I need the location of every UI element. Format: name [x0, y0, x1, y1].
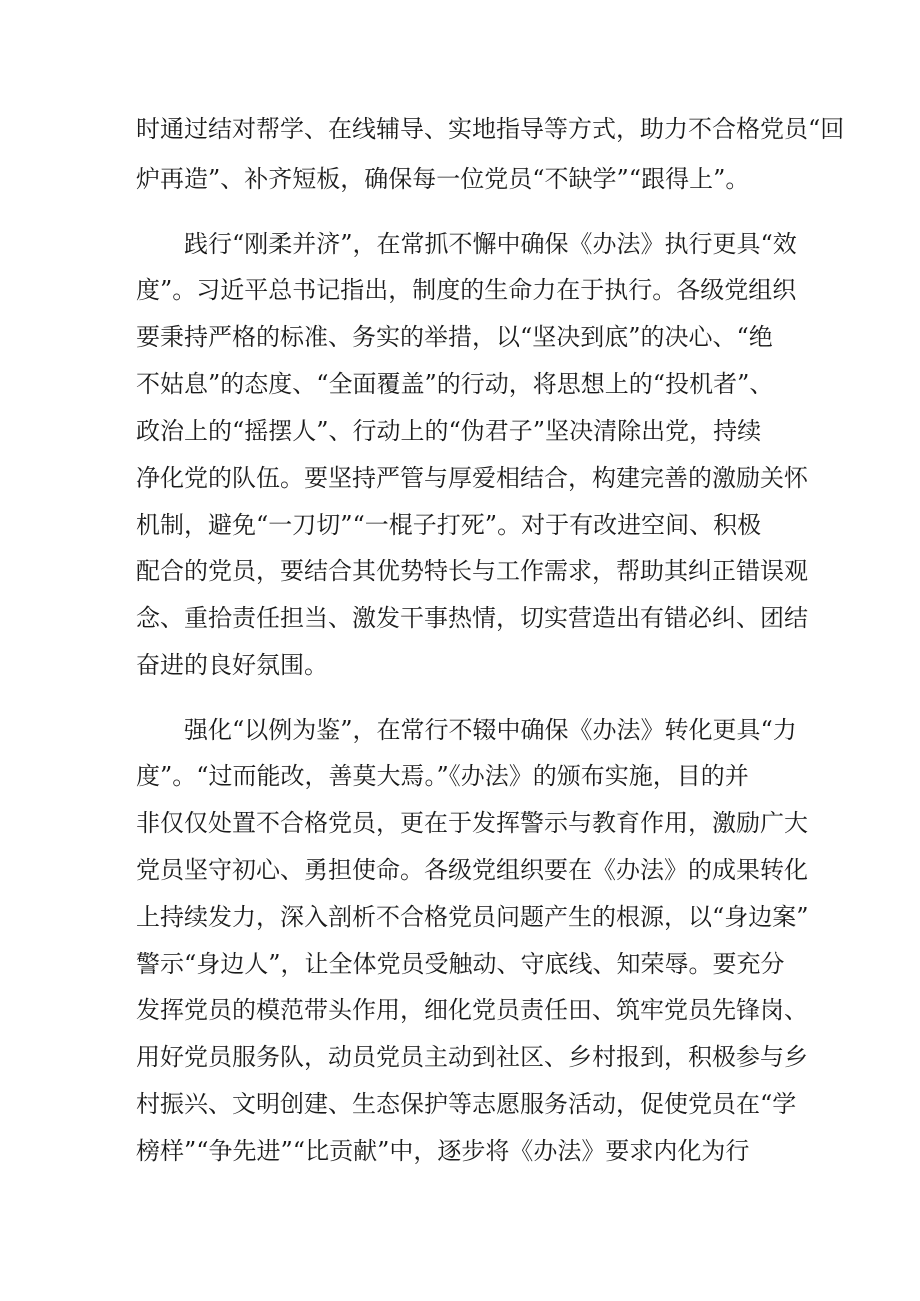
text-line: 警示“身边人”，让全体党员受触动、守底线、知荣辱。要充分 — [136, 950, 785, 978]
text-line: 度”。“过而能改，善莫大焉。”《办法》的颁布实施，目的并 — [136, 762, 749, 790]
text-line: 炉再造”、补齐短板，确保每一位党员“不缺学”“跟得上”。 — [136, 165, 750, 193]
text-line: 不姑息”的态度、“全面覆盖”的行动，将思想上的“投机者”、 — [136, 370, 774, 398]
text-line: 净化党的队伍。要坚持严管与厚爱相结合，构建完善的激励关怀 — [136, 464, 808, 492]
text-line: 要秉持严格的标准、务实的举措，以“坚决到底”的决心、“绝 — [136, 323, 773, 351]
text-line: 上持续发力，深入剖析不合格党员问题产生的根源，以“身边案” — [136, 903, 809, 931]
text-line: 配合的党员，要结合其优势特长与工作需求，帮助其纠正错误观 — [136, 557, 808, 585]
text-line: 机制，避免“一刀切”“一棍子打死”。对于有改进空间、积极 — [136, 511, 762, 539]
text-line: 念、重拾责任担当、激发干事热情，切实营造出有错必纠、团结 — [136, 604, 808, 632]
text-line: 党员坚守初心、勇担使命。各级党组织要在《办法》的成果转化 — [136, 856, 808, 884]
text-line: 度”。习近平总书记指出，制度的生命力在于执行。各级党组织 — [136, 276, 797, 304]
text-line: 强化“以例为鉴”，在常行不辍中确保《办法》转化更具“力 — [184, 716, 797, 744]
text-line: 榜样”“争先进”“比贡献”中，逐步将《办法》要求内化为行 — [136, 1137, 750, 1165]
text-line: 用好党员服务队，动员党员主动到社区、乡村报到，积极参与乡 — [136, 1043, 808, 1071]
text-line: 时通过结对帮学、在线辅导、实地指导等方式，助力不合格党员“回 — [136, 115, 845, 143]
text-line: 非仅仅处置不合格党员，更在于发挥警示与教育作用，激励广大 — [136, 809, 808, 837]
text-line: 奋进的良好氛围。 — [136, 651, 328, 679]
text-line: 践行“刚柔并济”，在常抓不懈中确保《办法》执行更具“效 — [184, 230, 797, 258]
text-line: 村振兴、文明创建、生态保护等志愿服务活动，促使党员在“学 — [136, 1090, 797, 1118]
text-line: 发挥党员的模范带头作用，细化党员责任田、筑牢党员先锋岗、 — [136, 996, 808, 1024]
text-line: 政治上的“摇摆人”、行动上的“伪君子”坚决清除出党，持续 — [136, 417, 762, 445]
